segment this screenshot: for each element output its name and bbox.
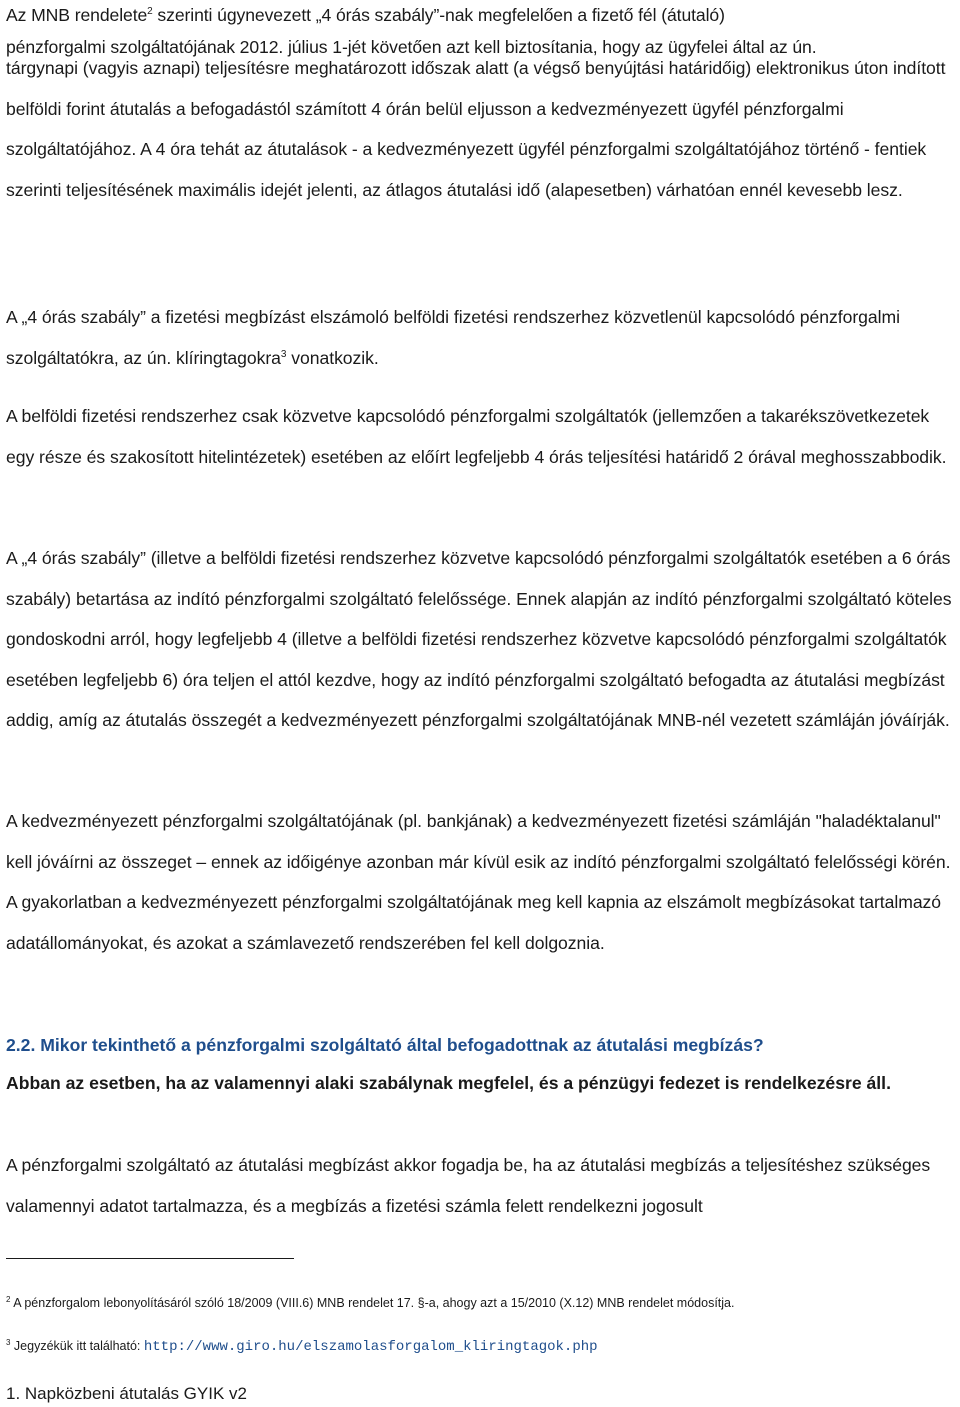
intro-line-1	[6, 0, 958, 30]
section-number: 2.2.	[6, 1035, 36, 1055]
intro-text: Az MNB rendelete	[6, 5, 148, 25]
footnote-3	[6, 1337, 958, 1356]
intro-text-cont: szerinti úgynevezett „4 órás szabály”-nak megfelelően a fizető fél (átutaló)	[152, 5, 725, 25]
intro-line-2: pénzforgalmi szolgáltatójának 2012. július 1-jét követően azt kell biztosítania, hogy az ügyfelei által az ún.	[6, 37, 817, 57]
footnote-2-mark: 2	[6, 1294, 11, 1304]
footnote-ref-2[interactable]: 2	[147, 6, 153, 18]
page-footer: 1. Napközbeni átutalás GYIK v2	[6, 1384, 247, 1403]
paragraph-2-text: A „4 órás szabály” a fizetési megbízást elszámoló belföldi fizetési rendszerhez közvetlenül kapcsolódó pénzforgalmi szolgáltatókra, az ún. klíringtagokra	[6, 307, 900, 368]
footnote-2-text: A pénzforgalom lebonyolításáról szóló 18/2009 (VIII.6) MNB rendelet 17. §-a, ahogy azt a 15/2010 (X.12) MNB rendelet módosítja.	[10, 1296, 735, 1310]
footnote-2	[6, 1294, 958, 1312]
paragraph-2-tail: vonatkozik.	[286, 347, 379, 368]
section-answer: Abban az esetben, ha az valamennyi alaki szabálynak megfelel, és a pénzügyi fedezet is rendelkezésre áll.	[6, 1073, 891, 1093]
paragraph-1: tárgynapi (vagyis aznapi) teljesítésre meghatározott időszak alatt (a végső benyújtási határidőig) elektronikus úton indított belföldi forint átutalás a befogadástól számított 4 órán belül eljusson a kedvezményezett ügyfél pénzforgalmi szolgáltatójához. A 4 óra tehát az átutalások - a kedvezményezett ügyfél pénzforgalmi szolgáltatójához történő - fentiek szerinti teljesítésének maximális idejét jelenti, az átlagos átutalási idő (alapesetben) várhatóan ennél kevesebb lesz.	[6, 58, 946, 200]
section-heading	[6, 1033, 958, 1057]
paragraph-5: A kedvezményezett pénzforgalmi szolgáltatójának (pl. bankjának) a kedvezményezett fizetési számláján "haladéktalanul" kell jóváírni az összeget – ennek az időigénye azonban már kívül esik az indító pénzforgalmi szolgáltató felelősségi körén. A gyakorlatban a kedvezményezett pénzforgalmi szolgáltatójának meg kell kapnia az elszámolt megbízásokat tartalmazó adatállományokat, és azokat a számlavezető rendszerében fel kell dolgoznia.	[6, 811, 951, 953]
paragraph-6: A pénzforgalmi szolgáltató az átutalási megbízást akkor fogadja be, ha az átutalási megbízás a teljesítéshez szükséges valamennyi adatot tartalmazza, és a megbízás a fizetési számla felett rendelkezni jogosult	[6, 1155, 931, 1216]
paragraph-4: A „4 órás szabály” (illetve a belföldi fizetési rendszerhez közvetve kapcsolódó pénzforgalmi szolgáltatók esetében a 6 órás szabály) betartása az indító pénzforgalmi szolgáltató felelőssége. Ennek alapján az indító pénzforgalmi szolgáltató köteles gondoskodni arról, hogy legfeljebb 4 (illetve a belföldi fizetési rendszerhez közvetve kapcsolódó pénzforgalmi szolgáltatók esetében legfeljebb 6) óra teljen el attól kezdve, hogy az indító pénzforgalmi szolgáltató befogadta az átutalási megbízást addig, amíg az átutalás összegét a kedvezményezett pénzforgalmi szolgáltatójának MNB-nél vezetett számláján jóváírják.	[6, 548, 952, 730]
footnote-3-mark: 3	[6, 1337, 11, 1347]
footnote-3-link[interactable]: http://www.giro.hu/elszamolasforgalom_kliringtagok.php	[143, 1339, 598, 1355]
footnote-separator	[6, 1258, 294, 1259]
paragraph-2	[6, 297, 958, 378]
section-title: Mikor tekinthető a pénzforgalmi szolgáltató által befogadottnak az átutalási megbízás?	[35, 1035, 764, 1055]
footnote-3-text: Jegyzékük itt található:	[10, 1339, 144, 1353]
paragraph-3: A belföldi fizetési rendszerhez csak közvetve kapcsolódó pénzforgalmi szolgáltatók (jellemzően a takarékszövetkezetek egy része és szakosított hitelintézetek) esetében az előírt legfeljebb 4 órás teljesítési határidő 2 órával meghosszabbodik.	[6, 406, 947, 467]
footnote-ref-3[interactable]: 3	[280, 348, 287, 360]
